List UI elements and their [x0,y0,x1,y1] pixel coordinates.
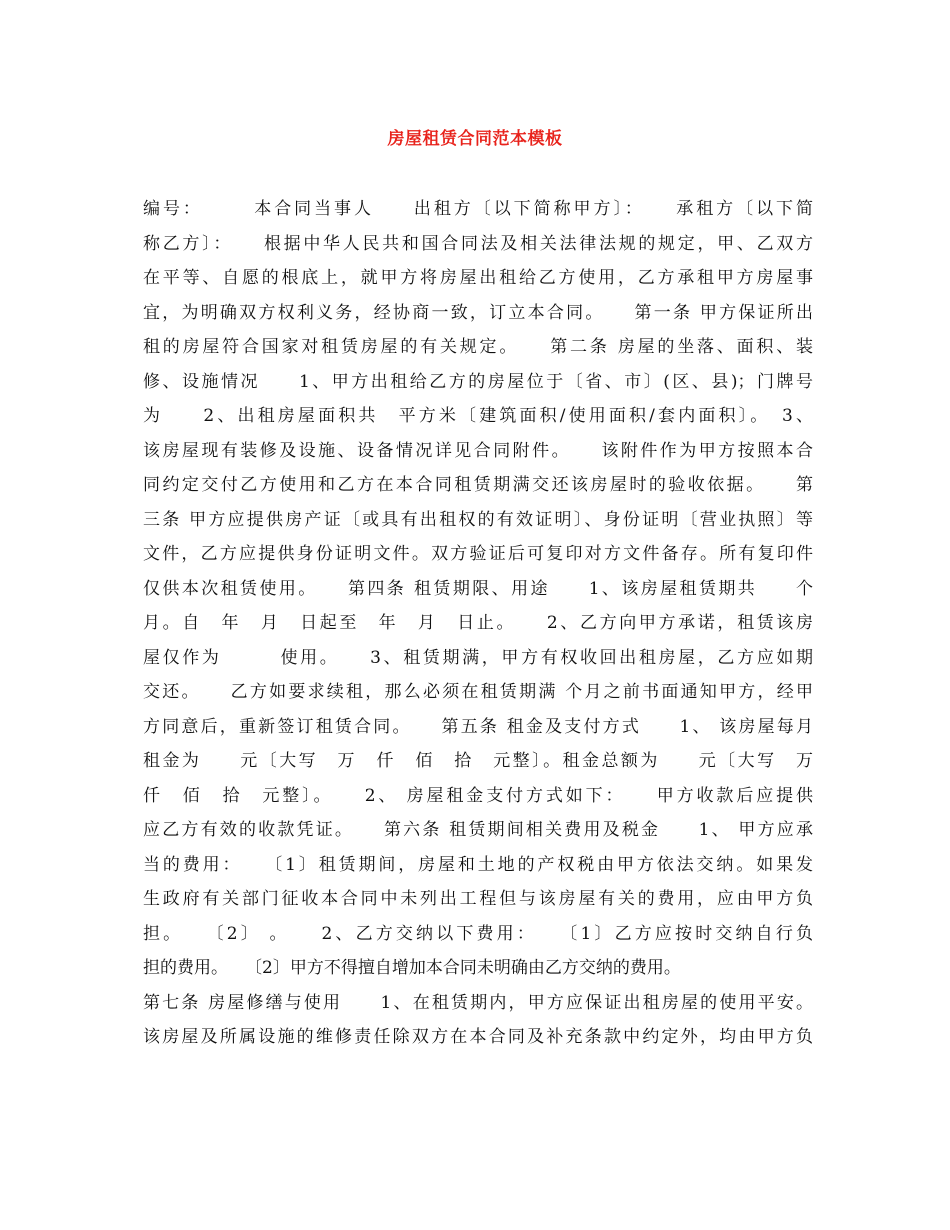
body-line: 在平等、自愿的根底上，就甲方将房屋出租给乙方使用，乙方承租甲方房屋事 [143,268,813,288]
body-line: 编号： 本合同当事人 出租方〔以下简称甲方〕： 承租方〔以下简 [143,199,813,219]
body-line: 应乙方有效的收款凭证。 第六条 租赁期间相关费用及税金 1、 甲方应承 [143,820,813,840]
body-line: 租金为 元〔大写 万 仟 佰 拾 元整〕。租金总额为 元〔大写 万 [143,751,813,771]
document-body [143,192,813,1055]
body-line: 仟 佰 拾 元整〕。 2、 房屋租金支付方式如下： 甲方收款后应提供 [143,785,813,806]
body-line: 称乙方〕： 根据中华人民共和国合同法及相关法律法规的规定，甲、乙双方 [143,233,813,254]
body-line: 修、设施情况 1、甲方出租给乙方的房屋位于〔省、市〕(区、县)；门牌号 [143,371,813,392]
body-line: 月。自 年 月 日起至 年 月 日止。 2、乙方向甲方承诺，租赁该房 [143,613,813,633]
body-line: 该房屋及所属设施的维修责任除双方在本合同及补充条款中约定外，均由甲方负 [143,1027,813,1047]
body-line: 生政府有关部门征收本合同中未列出工程但与该房屋有关的费用，应由甲方负 [143,889,813,909]
body-line: 文件，乙方应提供身份证明文件。双方验证后可复印对方文件备存。所有复印件 [143,544,813,564]
body-line: 同约定交付乙方使用和乙方在本合同租赁期满交还该房屋时的验收依据。 第 [143,475,813,495]
body-line: 三条 甲方应提供房产证〔或具有出租权的有效证明〕、身份证明〔营业执照〕等 [143,509,813,530]
body-line: 担的费用。 〔2〕甲方不得擅自增加本合同未明确由乙方交纳的费用。 [143,958,681,978]
body-line: 当的费用： 〔1〕租赁期间，房屋和土地的产权税由甲方依法交纳。如果发 [143,854,813,875]
body-line: 第七条 房屋修缮与使用 1、在租赁期内，甲方应保证出租房屋的使用平安。 [143,992,813,1013]
body-line: 交还。 乙方如要求续租，那么必须在租赁期满 个月之前书面通知甲方，经甲 [143,682,813,702]
body-line: 宜，为明确双方权利义务，经协商一致，订立本合同。 第一条 甲方保证所出 [143,302,813,323]
body-line: 该房屋现有装修及设施、设备情况详见合同附件。 该附件作为甲方按照本合 [143,440,813,461]
body-line: 担。 〔2〕 。 2、乙方交纳以下费用： 〔1〕乙方应按时交纳自行负 [143,923,813,944]
body-line: 为 2、出租房屋面积共 平方米〔建筑面积/使用面积/套内面积〕。 3、 [143,406,813,426]
document-title: 房屋租赁合同范本模板 [387,129,563,149]
body-line: 方同意后，重新签订租赁合同。 第五条 租金及支付方式 1、 该房屋每月 [143,716,813,737]
body-line: 屋仅作为 使用。 3、租赁期满，甲方有权收回出租房屋，乙方应如期 [143,647,813,668]
body-line: 仅供本次租赁使用。 第四条 租赁期限、用途 1、该房屋租赁期共 个 [143,578,813,599]
body-line: 租的房屋符合国家对租赁房屋的有关规定。 第二条 房屋的坐落、面积、装 [143,337,813,357]
